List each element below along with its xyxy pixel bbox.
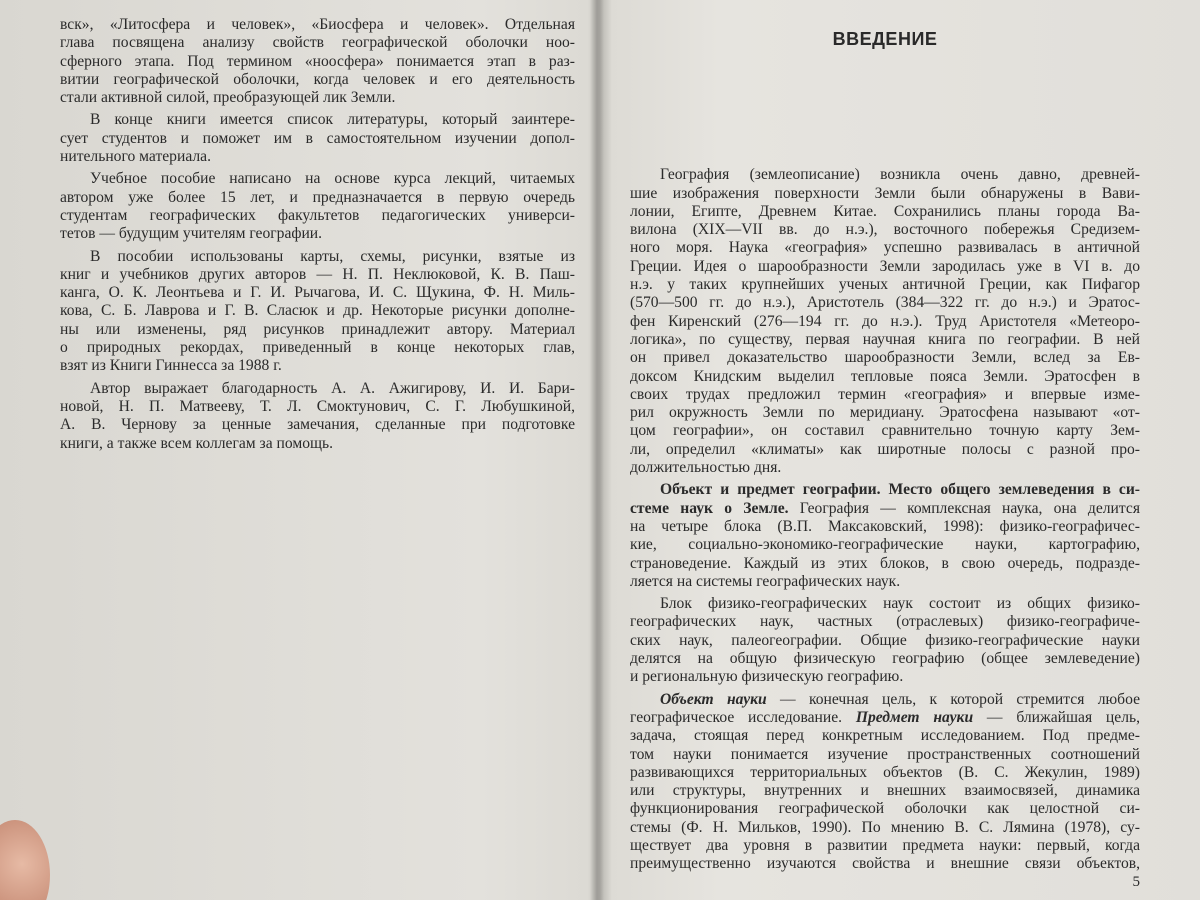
text-span: — ближайшая цель, (973, 708, 1140, 726)
text-line: студентам географических факультетов педагогических универси- (60, 206, 575, 224)
text-line: (570—500 гг. до н.э.), Аристотель (384—322 гг. до н.э.) и Эратос- (630, 294, 1140, 312)
term-object: Объект науки (660, 690, 767, 708)
text-line: делятся на общую физическую географию (общее землеведение) (630, 650, 1140, 668)
text-line: н.э. у таких крупнейших ученых античной Греции, как Пифагор (630, 276, 1140, 294)
text-line: доксом Книдским выделил тепловые пояса Земли. Эратосфен в (630, 367, 1140, 385)
text-line: страноведение. Каждый из этих блоков, в свою очередь, подразде- (630, 554, 1140, 572)
text-line: кова, С. Б. Лаврова и Г. В. Сласюк и др. Некоторые рисунки дополне- (60, 302, 575, 320)
object-subject-paragraph (630, 691, 1200, 874)
text-span: географическое исследование. (630, 708, 856, 726)
text-line: географических наук, частных (отраслевых) физико-географиче- (630, 613, 1140, 631)
section-title: Объект и предмет географии. Место общего землеведения в си- (660, 481, 1140, 499)
text-line: о природных рекордах, приведенный в конце некоторых глав, (60, 339, 575, 357)
text-line: он привел доказательство шарообразности Земли, вслед за Ев- (630, 349, 1140, 367)
text-span: География — комплексная наука, она делится (788, 499, 1140, 517)
text-line: задача, стоящая перед конкретным исследованием. Под предме- (630, 727, 1140, 745)
text-line (630, 691, 1140, 709)
text-line: ществует два уровня в развитии предмета науки: первый, когда (630, 836, 1140, 854)
text-line: ного моря. Наука «география» успешно развивалась в античной (630, 239, 1140, 257)
text-line: том науки понимается изучение пространственных соотношений (630, 745, 1140, 763)
term-subject: Предмет науки (855, 708, 974, 726)
text-line: Автор выражает благодарность А. А. Ажигирову, И. И. Бари- (90, 379, 575, 397)
text-line: развивающихся территориальных объектов (В. С. Жекулин, 1989) (630, 763, 1140, 781)
text-line: логика», по существу, первая научная книга по географии. В ней (630, 330, 1140, 348)
text-line: на четыре блока (В.П. Максаковский, 1998): физико-географичес- (630, 517, 1140, 535)
text-line: В пособии использованы карты, схемы, рисунки, взятые из (90, 247, 575, 265)
text-line: Блок физико-географических наук состоит из общих физико- (660, 595, 1140, 613)
text-line: канга, О. К. Леонтьева и Г. И. Рычагова, И. С. Щукина, Ф. Н. Миль- (60, 284, 575, 302)
text-line: ляется на системы географических наук. (630, 572, 901, 590)
text-line: глава посвящена анализу свойств географической оболочки ноо- (60, 34, 575, 52)
chapter-heading: ВВЕДЕНИЕ (832, 29, 938, 49)
text-line: автором уже более 15 лет, и предназначается в первую очередь (60, 188, 575, 206)
text-line: Учебное пособие написано на основе курса лекций, читаемых (90, 170, 575, 188)
physical-geography-paragraph (630, 595, 1200, 686)
text-line: сферного этапа. Под термином «ноосфера» понимается этап в раз- (60, 52, 575, 70)
text-line: Греции. Идея о шарообразности Земли зародилась уже в VI в. до (630, 257, 1140, 275)
text-line: сует студентов и поможет им в самостоятельном изучении допол- (60, 129, 575, 147)
text-line (630, 500, 1140, 518)
text-line: новой, Н. П. Матвееву, Т. Л. Смоктунович, С. Г. Любушкиной, (60, 397, 575, 415)
intro-paragraph (630, 166, 1200, 477)
text-span: — конечная цель, к которой стремится любое (766, 690, 1140, 708)
text-line: ны или изменены, ряд рисунков принадлежит автору. Материал (60, 320, 575, 338)
text-line: своих трудах предложил термин «география» и впервые изме- (630, 385, 1140, 403)
text-line: лонии, Египте, Древнем Китае. Сохранились планы города Ва- (630, 202, 1140, 220)
text-line: шие изображения поверхности Земли были обнаружены в Вави- (630, 184, 1140, 202)
text-line: В конце книги имеется список литературы, который заинтере- (90, 111, 575, 129)
text-line: книги, а также всем коллегам за помощь. (60, 434, 334, 452)
text-line: должительностью дня. (630, 459, 782, 477)
page-number: 5 (1132, 874, 1140, 890)
text-line: или структуры, внутренних и внешних взаимосвязей, динамика (630, 782, 1140, 800)
text-line: фен Киренский (276—194 гг. до н.э.). Труд Аристотеля «Метеоро- (630, 312, 1140, 330)
text-line: нительного материала. (60, 148, 211, 166)
section-title-end: стеме наук о Земле. (630, 499, 789, 517)
text-line: вск», «Литосфера и человек», «Биосфера и человек». Отдельная (60, 16, 575, 33)
right-page (600, 0, 1200, 900)
text-line: функционирования географической оболочки как целостной си- (630, 800, 1140, 818)
left-page-text (60, 16, 596, 453)
text-line: кие, социально-экономико-географические науки, картографию, (630, 536, 1140, 554)
text-line: взят из Книги Гиннесса за 1988 г. (60, 357, 282, 375)
text-line: География (землеописание) возникла очень давно, древней- (660, 166, 1140, 184)
text-line: и региональную физическую географию. (630, 668, 904, 686)
text-line: тетов — будущим учителям географии. (60, 225, 323, 243)
text-line: рил окружность Земли по меридиану. Эратосфена называют «от- (630, 404, 1140, 422)
text-line: А. В. Чернову за ценные замечания, сделанные при подготовке (60, 416, 575, 434)
text-line: ли, определил «климаты» как широтные полосы с разной про- (630, 440, 1140, 458)
section-paragraph (630, 481, 1200, 591)
text-line: книг и учебников других авторов — Н. П. Неклюковой, К. В. Паш- (60, 265, 575, 283)
text-line: стали активной силой, преобразующей лик Земли. (60, 89, 396, 107)
left-page (0, 0, 596, 900)
text-line: витии географической оболочки, когда человек и его деятельность (60, 70, 575, 88)
text-line: ских наук, палеогеографии. Общие физико-географические науки (630, 631, 1140, 649)
text-line: стемы (Ф. Н. Мильков, 1990). По мнению В. С. Лямина (1978), су- (630, 818, 1140, 836)
text-line: вилона (XIX—VII вв. до н.э.), восточного побережья Средизем- (630, 221, 1140, 239)
text-line (630, 709, 1140, 727)
text-line: преимущественно изучаются свойства и внешние связи объектов, (630, 855, 1140, 873)
text-line: цом географии», он составил сравнительно точную карту Зем- (630, 422, 1140, 440)
